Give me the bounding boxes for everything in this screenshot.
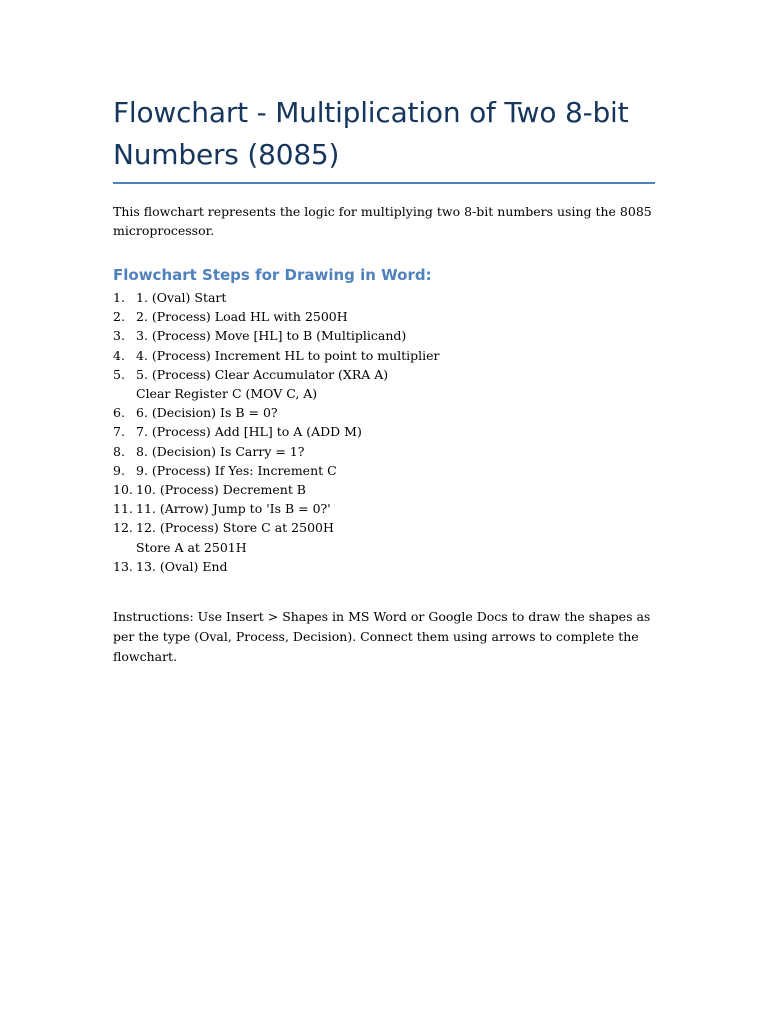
list-item-text [136, 307, 655, 326]
intro-paragraph: This flowchart represents the logic for multiplying two 8-bit numbers using the 8085 microprocessor. [113, 204, 652, 238]
list-item-line: 4. (Process) Increment HL to point to multiplier [136, 347, 440, 363]
document-title: Flowchart - Multiplication of Two 8-bit Numbers (8085) [113, 92, 655, 184]
list-item-number: 1. [113, 290, 125, 305]
list-item-text [136, 518, 655, 556]
list-item [113, 442, 655, 461]
list-item [113, 499, 655, 518]
list-item-number: 10. [113, 482, 133, 498]
list-item-text [136, 461, 655, 480]
list-item-text [136, 480, 655, 499]
list-item-number: 8. [113, 443, 125, 459]
list-item-line: 3. (Process) Move [HL] to B (Multiplicand) [136, 328, 407, 344]
list-item-line: 9. (Process) If Yes: Increment C [136, 462, 337, 478]
list-item [113, 307, 655, 326]
list-item [113, 557, 655, 576]
list-item-number: 7. [113, 424, 125, 440]
list-item-line: 1. (Oval) Start [136, 290, 227, 305]
list-item [113, 480, 655, 499]
list-item [113, 403, 655, 422]
steps-list [113, 288, 655, 576]
list-item-line: 12. (Process) Store C at 2500H [136, 520, 334, 536]
list-item-line: 5. (Process) Clear Accumulator (XRA A) [136, 366, 389, 382]
list-item-number: 4. [113, 347, 125, 363]
list-item-text [136, 326, 655, 345]
list-item-number: 5. [113, 366, 125, 382]
list-item-text [136, 557, 655, 576]
list-item-line: 2. (Process) Load HL with 2500H [136, 309, 348, 325]
list-item-text [136, 403, 655, 422]
list-item-line: Clear Register C (MOV C, A) [136, 386, 318, 402]
list-item [113, 346, 655, 365]
instructions-paragraph: Instructions: Use Insert > Shapes in MS Word or Google Docs to draw the shapes as per the type (Oval, Process, Decision). Connect them using arrows to complete the flowchart. [113, 609, 651, 665]
list-item-text [136, 346, 655, 365]
list-item [113, 518, 655, 556]
list-item [113, 326, 655, 345]
list-item-number: 13. [113, 558, 133, 574]
list-item-line: Store A at 2501H [136, 539, 247, 555]
list-item-text [136, 422, 655, 441]
list-item-line: 8. (Decision) Is Carry = 1? [136, 443, 305, 459]
list-item [113, 288, 655, 307]
list-item-number: 6. [113, 405, 125, 421]
list-item-line: 7. (Process) Add [HL] to A (ADD M) [136, 424, 362, 440]
list-item [113, 365, 655, 403]
list-item-text [136, 365, 655, 403]
list-item [113, 422, 655, 441]
list-item [113, 461, 655, 480]
list-item-number: 11. [113, 501, 133, 517]
list-item-number: 9. [113, 462, 125, 478]
list-item-line: 11. (Arrow) Jump to 'Is B = 0?' [136, 501, 331, 517]
list-item-text [136, 288, 655, 307]
document-page [113, 92, 655, 667]
list-item-line: 10. (Process) Decrement B [136, 482, 306, 498]
list-item-number: 3. [113, 328, 125, 344]
list-item-line: 13. (Oval) End [136, 558, 228, 574]
list-item-number: 12. [113, 520, 133, 536]
list-item-number: 2. [113, 309, 125, 325]
list-item-text [136, 442, 655, 461]
steps-heading: Flowchart Steps for Drawing in Word: [113, 266, 432, 284]
list-item-text [136, 499, 655, 518]
list-item-line: 6. (Decision) Is B = 0? [136, 405, 278, 421]
